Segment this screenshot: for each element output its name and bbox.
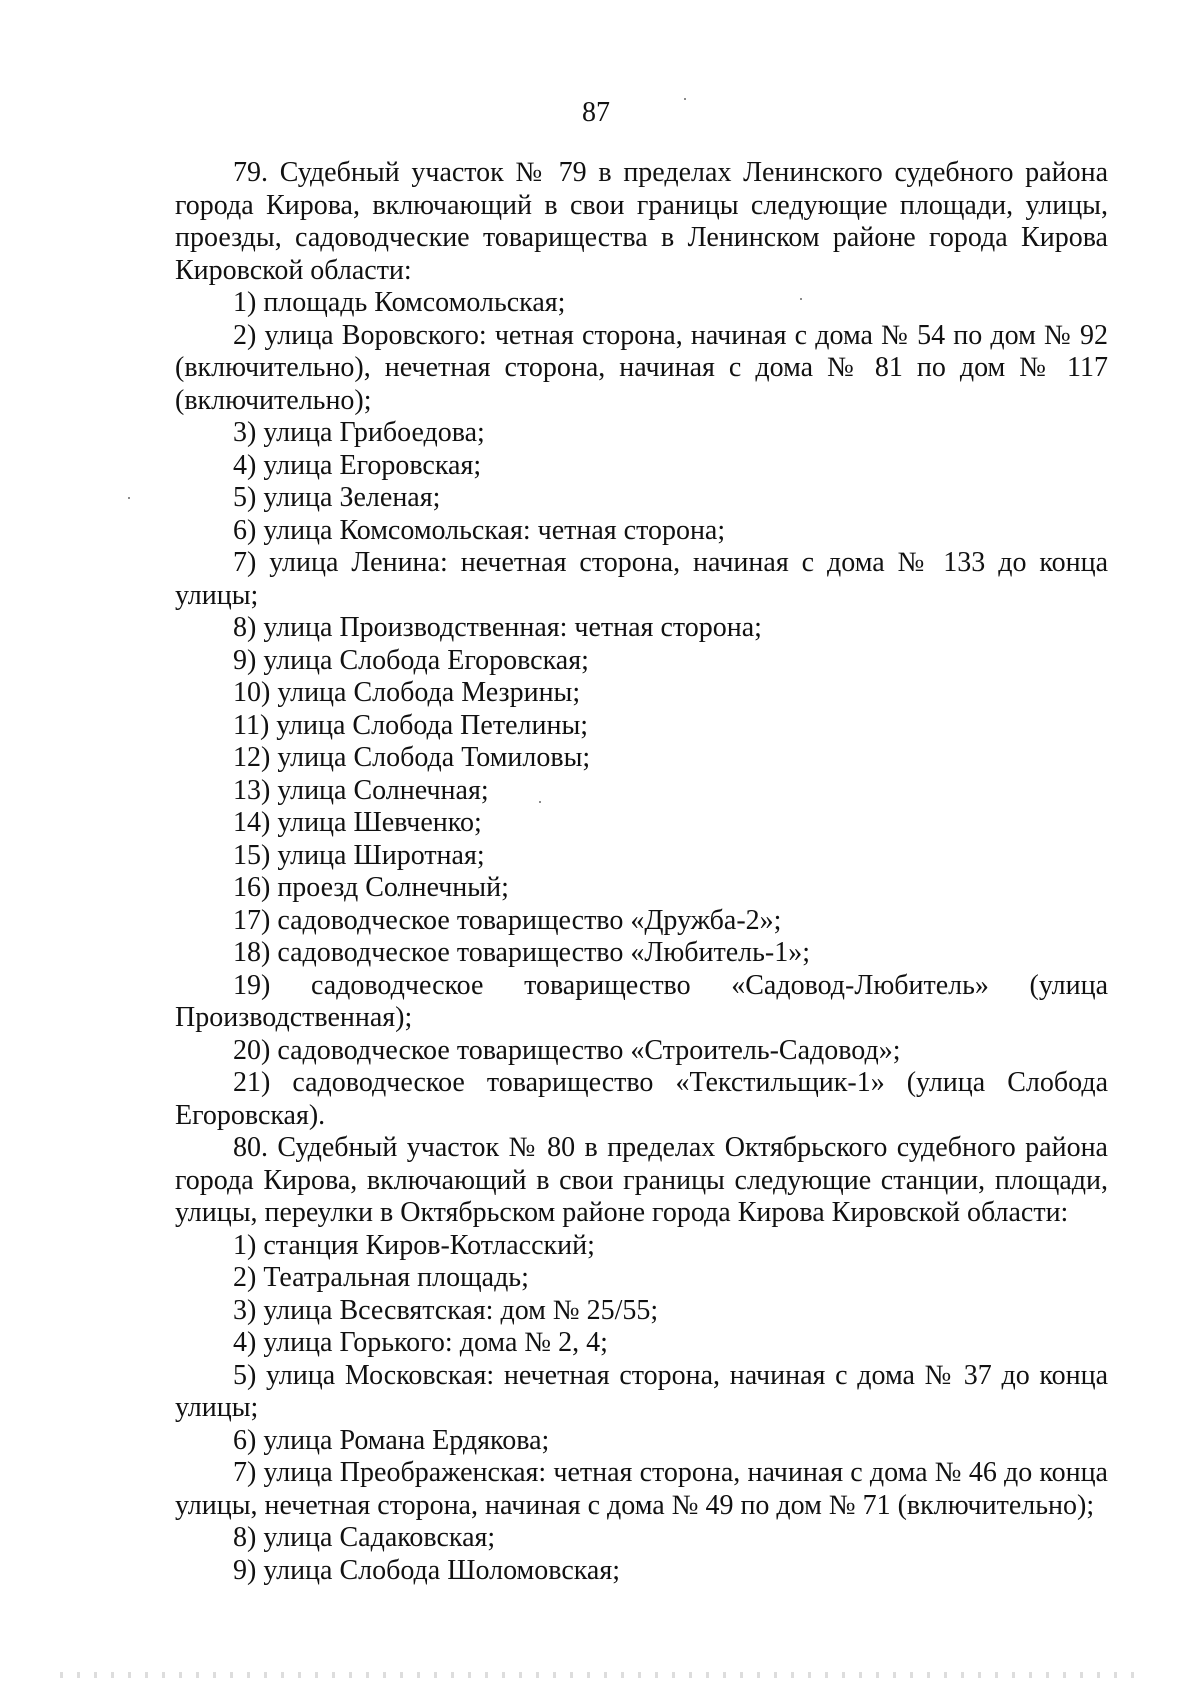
list-item: 8) улица Садаковская;	[233, 1522, 496, 1553]
list-item: 5) улица Зеленая;	[233, 482, 441, 513]
list-item: 20) садоводческое товарищество «Строитель-Садовод»;	[233, 1034, 901, 1066]
list-item: 19) садоводческое товарищество «Садовод-Любитель» (улица Производственная);	[175, 969, 1108, 1033]
document-body	[175, 157, 1108, 1587]
section-heading: 80. Судебный участок № 80 в пределах Октябрьского судебного района города Кирова, включающий в свои границы следующие станции, площади, улицы, переулки в Октябрьском районе города Кирова Кировской области:	[175, 1132, 1108, 1228]
list-item: 6) улица Романа Ердякова;	[233, 1424, 550, 1456]
list-item: 15) улица Широтная;	[233, 839, 485, 871]
section-79	[175, 157, 1108, 1132]
list-item: 16) проезд Солнечный;	[233, 872, 509, 903]
list-item: 5) улица Московская: нечетная сторона, начиная с дома № 37 до конца улицы;	[175, 1359, 1108, 1423]
list-item: 4) улица Горького: дома № 2, 4;	[233, 1327, 608, 1358]
list-item: 3) улица Грибоедова;	[233, 417, 485, 448]
list-item: 18) садоводческое товарищество «Любитель-1»;	[233, 937, 810, 968]
list-item: 9) улица Слобода Шоломовская;	[233, 1554, 621, 1586]
list-item: 10) улица Слобода Мезрины;	[233, 677, 581, 708]
list-item: 4) улица Егоровская;	[233, 449, 482, 481]
list-item: 17) садоводческое товарищество «Дружба-2»;	[233, 904, 782, 936]
section-heading: 79. Судебный участок № 79 в пределах Ленинского судебного района города Кирова, включающий в свои границы следующие площади, улицы, проезды, садоводческие товарищества в Ленинском районе города Кирова Кировской области:	[175, 157, 1108, 286]
scan-speck	[128, 497, 130, 499]
list-item: 21) садоводческое товарищество «Текстильщик-1» (улица Слобода Егоровская).	[175, 1067, 1108, 1131]
list-item: 2) Театральная площадь;	[233, 1262, 529, 1293]
list-item: 7) улица Ленина: нечетная сторона, начиная с дома № 133 до конца улицы;	[175, 547, 1108, 611]
scan-edge-noise	[60, 1672, 1140, 1678]
scan-speck	[684, 98, 686, 100]
list-item: 1) станция Киров-Котласский;	[233, 1229, 595, 1261]
list-item: 8) улица Производственная: четная сторона;	[233, 612, 762, 643]
list-item: 6) улица Комсомольская: четная сторона;	[233, 514, 726, 546]
list-item: 12) улица Слобода Томиловы;	[233, 742, 591, 773]
page-number: 87	[582, 97, 610, 128]
list-item: 3) улица Всесвятская: дом № 25/55;	[233, 1294, 659, 1326]
list-item: 1) площадь Комсомольская;	[233, 287, 566, 318]
list-item: 13) улица Солнечная;	[233, 774, 489, 806]
section-80	[175, 1132, 1108, 1587]
list-item: 9) улица Слобода Егоровская;	[233, 644, 589, 676]
list-item: 14) улица Шевченко;	[233, 807, 482, 838]
list-item: 2) улица Воровского: четная сторона, начиная с дома № 54 по дом № 92 (включительно), нечетная сторона, начиная с дома № 81 по дом № 117 (включительно);	[175, 319, 1108, 416]
list-item: 7) улица Преображенская: четная сторона, начиная с дома № 46 до конца улицы, нечетная сторона, начиная с дома № 49 по дом № 71 (включительно);	[175, 1457, 1108, 1521]
list-item: 11) улица Слобода Петелины;	[233, 709, 589, 741]
